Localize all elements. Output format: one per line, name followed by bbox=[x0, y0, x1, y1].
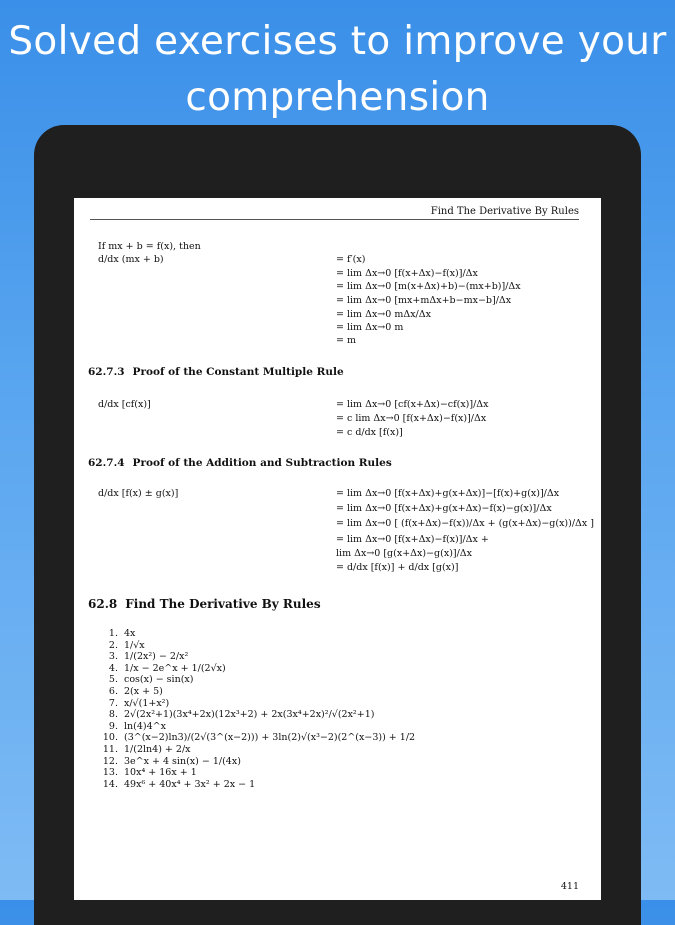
constant-rule-step: = c lim Δx→0 [f(x+Δx)−f(x)]/Δx bbox=[336, 413, 487, 424]
running-header: Find The Derivative By Rules bbox=[430, 206, 579, 217]
list-item: 8. 2√(2x²+1)(3x⁴+2x)(12x³+2) + 2x(3x⁴+2x)²/√(2x²+1) bbox=[108, 709, 375, 721]
section-heading-constant-multiple: 62.7.3 Proof of the Constant Multiple Rule bbox=[88, 366, 344, 378]
list-item: 9. ln(4)4^x bbox=[108, 720, 166, 732]
addition-rule-expression: d/dx [f(x) ± g(x)] bbox=[98, 488, 179, 499]
section-heading-addition-subtraction: 62.7.4 Proof of the Addition and Subtraction Rules bbox=[88, 457, 392, 469]
header-rule bbox=[90, 219, 579, 220]
list-item: 6. 2(x + 5) bbox=[108, 685, 163, 697]
list-item: 2. 1/√x bbox=[108, 639, 145, 651]
list-item: 4. 1/x − 2e^x + 1/(2√x) bbox=[108, 662, 226, 674]
list-item: 14. 49x⁶ + 40x⁴ + 3x² + 2x − 1 bbox=[102, 778, 256, 790]
intro-step: = lim Δx→0 [mx+mΔx+b−mx−b]/Δx bbox=[336, 295, 512, 306]
list-item: 1. 4x bbox=[108, 628, 136, 639]
list-item: 5. cos(x) − sin(x) bbox=[108, 674, 194, 686]
list-item: 13. 10x⁴ + 16x + 1 bbox=[102, 767, 197, 779]
addition-rule-step: = lim Δx→0 [f(x+Δx)+g(x+Δx)]−[f(x)+g(x)]/Δx bbox=[336, 488, 560, 499]
addition-rule-step: = lim Δx→0 [f(x+Δx)−f(x)]/Δx + bbox=[336, 534, 489, 545]
headline: Solved exercises to improve your comprehension bbox=[8, 19, 667, 120]
intro-step: = f′(x) bbox=[336, 254, 366, 265]
constant-rule-step: = lim Δx→0 [cf(x+Δx)−cf(x)]/Δx bbox=[336, 399, 489, 410]
list-item: 11. 1/(2ln4) + 2/x bbox=[102, 743, 191, 755]
addition-rule-step: lim Δx→0 [g(x+Δx)−g(x)]/Δx bbox=[336, 548, 473, 559]
section-heading-find-derivative: 62.8 Find The Derivative By Rules bbox=[88, 597, 321, 611]
list-item: 12. 3e^x + 4 sin(x) − 1/(4x) bbox=[102, 755, 241, 767]
list-item: 7. x/√(1+x²) bbox=[108, 697, 170, 709]
addition-rule-step: = lim Δx→0 [f(x+Δx)+g(x+Δx)−f(x)−g(x)]/Δx bbox=[336, 503, 552, 514]
constant-rule-step: = c d/dx [f(x)] bbox=[336, 427, 403, 438]
intro-step: = lim Δx→0 [f(x+Δx)−f(x)]/Δx bbox=[336, 268, 478, 279]
intro-step: = lim Δx→0 [m(x+Δx)+b)−(mx+b)]/Δx bbox=[336, 281, 521, 292]
book-page bbox=[74, 198, 601, 900]
list-item: 10. (3^(x−2)ln3)/(2√(3^(x−2))) + 3ln(2)√(x³−2)(2^(x−3)) + 1/2 bbox=[102, 732, 416, 744]
addition-rule-step: = lim Δx→0 [ (f(x+Δx)−f(x))/Δx + (g(x+Δx)−g(x))/Δx ] bbox=[336, 518, 594, 529]
exercise-answer-list bbox=[98, 628, 415, 790]
page-number: 411 bbox=[560, 881, 579, 892]
constant-rule-expression: d/dx [cf(x)] bbox=[98, 399, 151, 410]
list-item: 3. 1/(2x²) − 2/x² bbox=[108, 651, 189, 663]
intro-step: = lim Δx→0 mΔx/Δx bbox=[336, 309, 431, 320]
intro-expression: d/dx (mx + b) bbox=[98, 254, 164, 265]
addition-rule-step: = d/dx [f(x)] + d/dx [g(x)] bbox=[336, 562, 459, 573]
intro-statement: If mx + b = f(x), then bbox=[98, 241, 201, 252]
intro-step: = lim Δx→0 m bbox=[336, 322, 404, 333]
intro-step: = m bbox=[336, 335, 356, 346]
